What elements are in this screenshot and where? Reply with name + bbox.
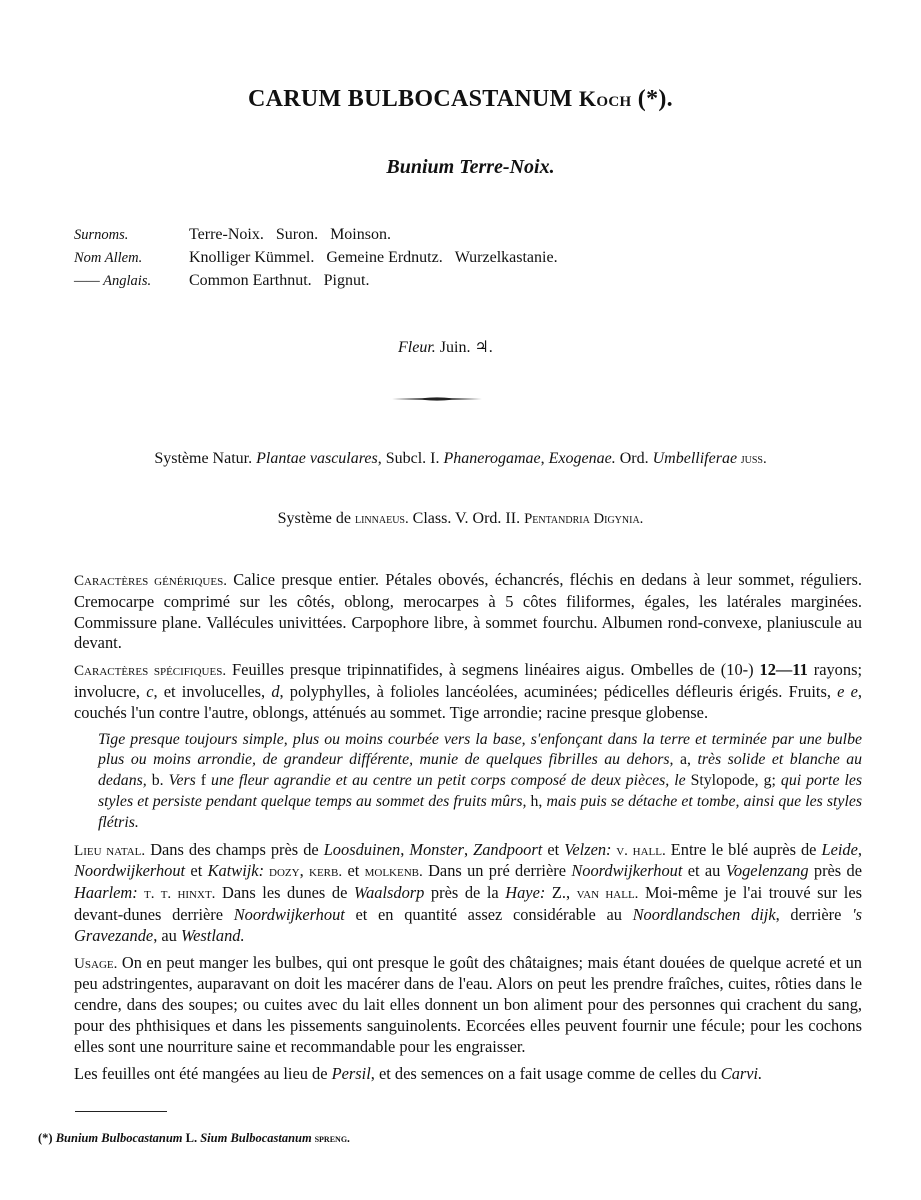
synonym-value: Moinson. <box>330 226 391 243</box>
text-segment: Les feuilles ont été mangées au lieu de <box>74 1063 332 1083</box>
paragraph <box>74 660 862 723</box>
text-segment: Pentandria Digynia. <box>524 511 644 527</box>
text-segment: Leide <box>821 839 858 859</box>
text-segment: , <box>540 450 549 467</box>
text-segment: 12—11 <box>759 660 808 680</box>
text-segment: , et des semences on a fait usage comme de celles du <box>370 1063 721 1083</box>
ornament-divider <box>392 397 482 401</box>
text-segment: et <box>185 861 208 881</box>
text-segment: Système de <box>277 510 355 527</box>
flowering-line <box>398 337 493 357</box>
text-segment: Ord. <box>615 450 653 467</box>
text-segment: , <box>857 839 862 859</box>
systeme-linnaeus <box>0 510 921 528</box>
text-segment: Noordwijkerhout <box>233 904 345 924</box>
text-segment: Caractères spécifiques. <box>74 663 227 680</box>
text-segment: Moi-même je l'ai trouvé sur les devant-dunes derrière <box>74 883 862 924</box>
text-segment: Sium Bulbocastanum <box>200 1131 312 1145</box>
text-segment: e e <box>837 681 858 701</box>
text-segment: Dans un pré derrière <box>422 861 572 881</box>
text-segment: qui porte les styles et persiste pendant quelque temps au sommet des fruits mûrs, <box>98 772 862 810</box>
synonym-value: Terre-Noix. <box>189 226 264 243</box>
text-segment: Monster <box>409 839 464 859</box>
text-segment: Système Natur. <box>154 450 257 467</box>
synonym-row <box>74 249 570 272</box>
text-segment: mais puis se détache et tombe, ainsi que les styles flétris. <box>98 792 862 831</box>
text-segment: Stylopode, g; <box>685 772 781 790</box>
text-segment: On en peut manger les bulbes, qui ont presque le goût des châtaignes; mais étant douées de quelque acreté et un peu adstringentes, auparavant on doit les macérer dans de l'eau. Alors on peut les prendre fraîches, cuites, rôties dans le cendre, dans des soupes; ou cuites avec du lait elles donnent un bon aliment pour des personnes qui crachent du sang, pour des phthisiques et dans les pissements sanguinolents. Ecorcées elles peuvent fournir une fécule; pour les cochons elles sont une nourriture saine et recommandable pour les engraisser. <box>74 952 862 1056</box>
text-segment: , et involucelles, <box>153 681 272 701</box>
text-segment: dozy <box>264 864 300 881</box>
paragraph <box>74 953 862 1058</box>
synonym-value: Wurzelkastanie. <box>454 249 558 266</box>
text-segment: très solide et blanche au dedans, <box>98 751 863 790</box>
text-segment: kerb. <box>309 864 343 881</box>
text-segment: une fleur agrandie et au centre un petit corps composé de deux pièces, le <box>211 772 686 790</box>
text-segment: Caractères génériques. <box>74 573 227 589</box>
text-segment: (*) <box>38 1131 56 1145</box>
text-segment: , <box>400 839 410 859</box>
text-segment: Tige presque toujours simple, plus ou moins courbée vers la base, s'enfonçant dans la terre et terminée par une bulbe plus ou moins arrondie, de grandeur différente, munie de quelques fibrilles au dehors, <box>98 730 862 769</box>
text-segment: , Subcl. I. <box>377 450 444 467</box>
text-segment: linnaeus. <box>354 511 409 527</box>
text-segment: Zandpoort <box>473 839 543 859</box>
text-segment: h, <box>526 792 547 810</box>
title-footnote-mark: (*). <box>637 86 673 112</box>
text-segment: Vers <box>168 772 196 790</box>
text-segment: Noordlandschen dijk <box>632 904 776 924</box>
text-segment: Dans des champs près de <box>145 839 324 859</box>
title-main: CARUM BULBOCASTANUM <box>248 86 573 112</box>
page-subtitle: Bunium Terre-Noix. <box>386 156 555 178</box>
text-segment: L. <box>182 1131 201 1145</box>
text-segment: et <box>342 861 365 881</box>
synonym-value: Knolliger Kümmel. <box>189 249 315 266</box>
text-segment: Class. V. Ord. II. <box>408 510 525 527</box>
text-segment: et en quantité assez considérable au <box>344 904 633 924</box>
text-segment: Waalsdorp <box>353 883 425 903</box>
text-segment: , <box>463 839 474 859</box>
text-segment: Usage. <box>74 955 118 972</box>
title-author: Koch <box>578 86 632 111</box>
text-segment: Westland. <box>180 925 245 945</box>
text-segment: , couchés l'un contre l'autre, oblongs, atténués au sommet. Tige arrondie; racine presque globense. <box>74 681 862 722</box>
synonym-value: Common Earthnut. <box>189 272 312 289</box>
footnote-rule <box>75 1111 167 1112</box>
synonym-label: Surnoms. <box>74 227 129 243</box>
synonym-label: —— Anglais. <box>74 273 152 289</box>
text-segment: , derrière <box>775 904 853 924</box>
synonym-row <box>74 272 570 295</box>
synonym-row <box>74 226 570 249</box>
footnote <box>38 1131 350 1146</box>
text-segment: spreng. <box>311 1133 350 1145</box>
text-segment: et au <box>682 861 726 881</box>
synonym-value: Gemeine Erdnutz. <box>326 249 443 266</box>
text-segment: Umbelliferae <box>652 450 738 467</box>
text-segment: Velzen: <box>564 839 612 859</box>
text-segment: juss. <box>737 451 767 467</box>
text-segment: près de <box>808 861 862 881</box>
text-segment: v. hall. <box>611 842 666 859</box>
text-segment: près de la <box>424 883 506 903</box>
text-segment: molkenb. <box>364 864 423 881</box>
text-segment: Lieu natal. <box>74 842 146 859</box>
text-segment: Persil <box>331 1063 371 1083</box>
text-segment: rayons; involucre, <box>74 660 863 701</box>
text-segment: Exogenae. <box>548 450 616 467</box>
paragraph <box>74 570 862 654</box>
text-segment: b. <box>146 772 169 790</box>
text-segment: Vogelenzang <box>725 861 809 881</box>
text-segment: Calice presque entier. Pétales obovés, échancrés, fléchis en dedans à leur sommet, réguliers. Cremocarpe comprimé sur les côtés, oblong, merocarpes à 5 côtes filiformes, égales, les latérales marginées. Commissure plane. Vallécules univittées. Carpophore libre, à sommet fourchu. Albumen rond-convexe, planiuscule au devant. <box>74 570 862 653</box>
fleur-value: Juin. <box>439 339 471 356</box>
text-segment: Katwijk: <box>207 861 265 881</box>
fleur-label: Fleur. <box>398 339 436 356</box>
paragraph <box>74 730 862 834</box>
systeme-natur <box>0 450 921 468</box>
text-segment: t. t. hinxt. <box>137 886 216 903</box>
text-segment: Dans les dunes de <box>215 883 354 903</box>
synonym-value: Pignut. <box>323 272 370 289</box>
text-segment: Haarlem: <box>74 883 138 903</box>
page-title <box>0 86 921 113</box>
description-body <box>74 570 862 1090</box>
perennial-symbol: ♃. <box>474 339 493 356</box>
paragraph <box>74 1064 862 1085</box>
text-segment: Plantae vasculares <box>256 450 378 467</box>
text-segment: 's Gravezande <box>74 904 862 945</box>
text-segment: f <box>195 772 212 790</box>
text-segment: Noordwijkerhout <box>571 861 683 881</box>
text-segment: Phanerogamae <box>443 450 541 467</box>
text-segment: van hall. <box>576 886 639 903</box>
text-segment: Loosduinen <box>323 839 401 859</box>
text-segment: , au <box>153 925 181 945</box>
paragraph <box>74 840 862 947</box>
synonyms-table <box>74 226 570 295</box>
synonym-label: Nom Allem. <box>74 250 143 266</box>
text-segment: Feuilles presque tripinnatifides, à segmens linéaires aigus. Ombelles de (10-) <box>226 660 760 680</box>
text-segment: Bunium Bulbocastanum <box>55 1131 183 1145</box>
synonym-value: Suron. <box>275 226 319 243</box>
text-segment: Entre le blé auprès de <box>665 839 822 859</box>
text-segment: Carvi. <box>720 1063 763 1083</box>
text-segment: , polyphylles, à folioles lancéolées, acuminées; pédicelles défleuris érigés. Fruits, <box>279 681 838 701</box>
text-segment: c <box>146 681 154 701</box>
text-segment: Z., <box>545 883 577 903</box>
text-segment: a, <box>673 751 698 769</box>
text-segment: Haye: <box>505 883 546 903</box>
text-segment: , <box>299 861 310 881</box>
text-segment: Noordwijkerhout <box>74 861 186 881</box>
text-segment: d <box>271 681 280 701</box>
text-segment: et <box>542 839 565 859</box>
